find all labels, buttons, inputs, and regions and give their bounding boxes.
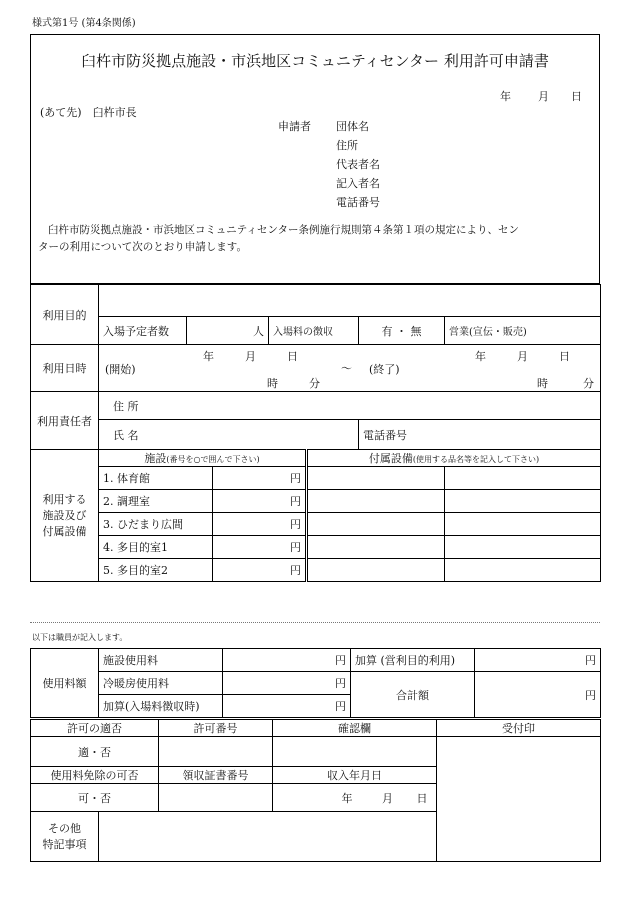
facility-fee-4[interactable]: 円 xyxy=(213,536,307,559)
applicant-writer-label: 記入者名 xyxy=(336,177,380,190)
facility-fee-3[interactable]: 円 xyxy=(213,513,307,536)
responsible-address[interactable] xyxy=(99,392,601,420)
receipt-month: 月 xyxy=(382,791,393,805)
statement-line-1: 臼杵市防災拠点施設・市浜地区コミュニティセンター条例施行規則第４条第１項の規定により、セン xyxy=(48,224,520,236)
approval-h5: 使用料免除の可否 xyxy=(31,767,159,784)
equipment-cell-1b[interactable] xyxy=(445,467,601,490)
approval-h6: 領収証書番号 xyxy=(159,767,273,784)
equipment-header xyxy=(307,450,601,467)
total-amount[interactable]: 円 xyxy=(475,672,601,718)
equipment-header-label: 付属設備 xyxy=(368,452,413,465)
start-minute: 分 xyxy=(309,377,320,390)
other-notes-label-2: 特記事項 xyxy=(42,837,87,851)
facility-fee-5[interactable]: 円 xyxy=(213,559,307,582)
business-label: 営業(宣伝・販売) xyxy=(445,317,601,345)
receipt-year: 年 xyxy=(341,791,353,805)
attendees-label: 入場予定者数 xyxy=(99,317,187,345)
approval-h2: 許可番号 xyxy=(159,720,273,737)
fee-row-1-label: 施設使用料 xyxy=(99,649,223,672)
facility-header xyxy=(99,450,307,467)
profit-amount[interactable]: 円 xyxy=(475,649,601,672)
responsible-name[interactable] xyxy=(99,420,359,450)
approval-number-field[interactable] xyxy=(159,737,273,767)
purpose-field[interactable] xyxy=(99,285,601,317)
facility-header-note: (番号を○で囲んで下さい) xyxy=(166,455,260,464)
facility-fee-1[interactable]: 円 xyxy=(213,467,307,490)
people-unit: 人 xyxy=(253,324,264,338)
facilities-label-2: 施設及び xyxy=(42,508,87,522)
equipment-header-note: (使用する品名等を記入して下さい) xyxy=(412,455,540,464)
approval-ok-ng[interactable]: 適・否 xyxy=(31,737,159,767)
applicant-phone-label: 電話番号 xyxy=(336,196,380,209)
approval-h1: 許可の適否 xyxy=(31,720,159,737)
other-notes-label-1: その他 xyxy=(48,821,81,835)
fee-collect-label: 入場料の徴収 xyxy=(269,317,359,345)
fee-collect-choice[interactable]: 有 ・ 無 xyxy=(359,317,445,345)
start-day: 日 xyxy=(287,350,298,363)
fee-row-1-amount[interactable]: 円 xyxy=(223,649,351,672)
end-minute: 分 xyxy=(583,377,594,390)
datetime-field[interactable] xyxy=(99,345,601,392)
facility-item-2[interactable]: 2. 調理室 xyxy=(99,490,213,513)
purpose-label: 利用目的 xyxy=(31,285,99,345)
application-details-table xyxy=(30,284,601,582)
applicant-rep-label: 代表者名 xyxy=(336,158,380,171)
total-label: 合計額 xyxy=(351,672,475,718)
date-month-label: 月 xyxy=(538,90,549,103)
facility-header-label: 施設 xyxy=(144,452,167,465)
responsible-address-label: 住 所 xyxy=(113,399,139,413)
approval-check-field[interactable] xyxy=(273,737,437,767)
receipt-number-field[interactable] xyxy=(159,784,273,812)
end-label: (終了) xyxy=(369,363,400,376)
end-hour: 時 xyxy=(537,377,548,390)
approval-table xyxy=(30,719,601,862)
start-label: (開始) xyxy=(105,363,136,376)
facility-fee-2[interactable]: 円 xyxy=(213,490,307,513)
fee-row-3-label: 加算(入場料徴収時) xyxy=(99,695,223,718)
cut-line xyxy=(30,622,600,623)
other-notes-field[interactable] xyxy=(99,812,437,862)
exemption-ok-ng[interactable]: 可・否 xyxy=(31,784,159,812)
responsible-name-label: 氏 名 xyxy=(113,428,139,442)
equipment-cell-5a[interactable] xyxy=(307,559,445,582)
applicant-address-label: 住所 xyxy=(336,139,358,152)
form-title: 臼杵市防災拠点施設・市浜地区コミュニティセンター 利用許可申請書 xyxy=(81,52,549,70)
tilde: 〜 xyxy=(341,362,352,375)
facilities-label-3: 付属設備 xyxy=(42,524,87,538)
date-year-label: 年 xyxy=(500,90,511,103)
equipment-cell-5b[interactable] xyxy=(445,559,601,582)
facility-item-5[interactable]: 5. 多目的室2 xyxy=(99,559,213,582)
approval-h3: 確認欄 xyxy=(273,720,437,737)
start-year: 年 xyxy=(203,350,214,363)
staff-note: 以下は職員が記入します。 xyxy=(32,633,128,642)
equipment-cell-3a[interactable] xyxy=(307,513,445,536)
fee-label: 使用料額 xyxy=(31,649,99,718)
fee-row-2-amount[interactable]: 円 xyxy=(223,672,351,695)
reception-stamp-field[interactable] xyxy=(437,737,601,862)
start-hour: 時 xyxy=(267,377,278,390)
addressee: (あて先) 臼杵市長 xyxy=(40,106,137,119)
equipment-cell-3b[interactable] xyxy=(445,513,601,536)
fee-row-2-label: 冷暖房使用料 xyxy=(99,672,223,695)
attendees-field[interactable] xyxy=(187,317,269,345)
equipment-cell-4b[interactable] xyxy=(445,536,601,559)
form-id: 様式第1号 (第4条関係) xyxy=(32,18,136,29)
receipt-day: 日 xyxy=(416,791,428,805)
equipment-cell-4a[interactable] xyxy=(307,536,445,559)
end-month: 月 xyxy=(517,350,528,363)
date-day-label: 日 xyxy=(571,90,582,103)
profit-label: 加算 (営利目的利用) xyxy=(351,649,475,672)
start-month: 月 xyxy=(245,350,256,363)
approval-h7: 収入年月日 xyxy=(273,767,437,784)
receipt-date-field[interactable] xyxy=(273,784,437,812)
equipment-cell-2b[interactable] xyxy=(445,490,601,513)
facility-item-3[interactable]: 3. ひだまり広間 xyxy=(99,513,213,536)
facilities-label-1: 利用する xyxy=(42,492,87,506)
fee-row-3-amount[interactable]: 円 xyxy=(223,695,351,718)
end-year: 年 xyxy=(475,350,486,363)
applicant-org-label: 団体名 xyxy=(336,120,369,133)
other-notes-label xyxy=(31,812,99,862)
responsible-label: 利用責任者 xyxy=(31,392,99,450)
approval-h4: 受付印 xyxy=(437,720,601,737)
facility-item-4[interactable]: 4. 多目的室1 xyxy=(99,536,213,559)
equipment-cell-2a[interactable] xyxy=(307,490,445,513)
facility-item-1[interactable]: 1. 体育館 xyxy=(99,467,213,490)
facilities-label xyxy=(31,450,99,582)
fee-table xyxy=(30,648,601,718)
applicant-label: 申請者 xyxy=(278,120,311,133)
equipment-cell-1a[interactable] xyxy=(307,467,445,490)
responsible-phone-label: 電話番号 xyxy=(363,428,407,442)
end-day: 日 xyxy=(559,350,570,363)
responsible-phone[interactable] xyxy=(359,420,601,450)
statement-line-2: ターの利用について次のとおり申請します。 xyxy=(38,241,247,253)
datetime-label: 利用日時 xyxy=(31,345,99,392)
